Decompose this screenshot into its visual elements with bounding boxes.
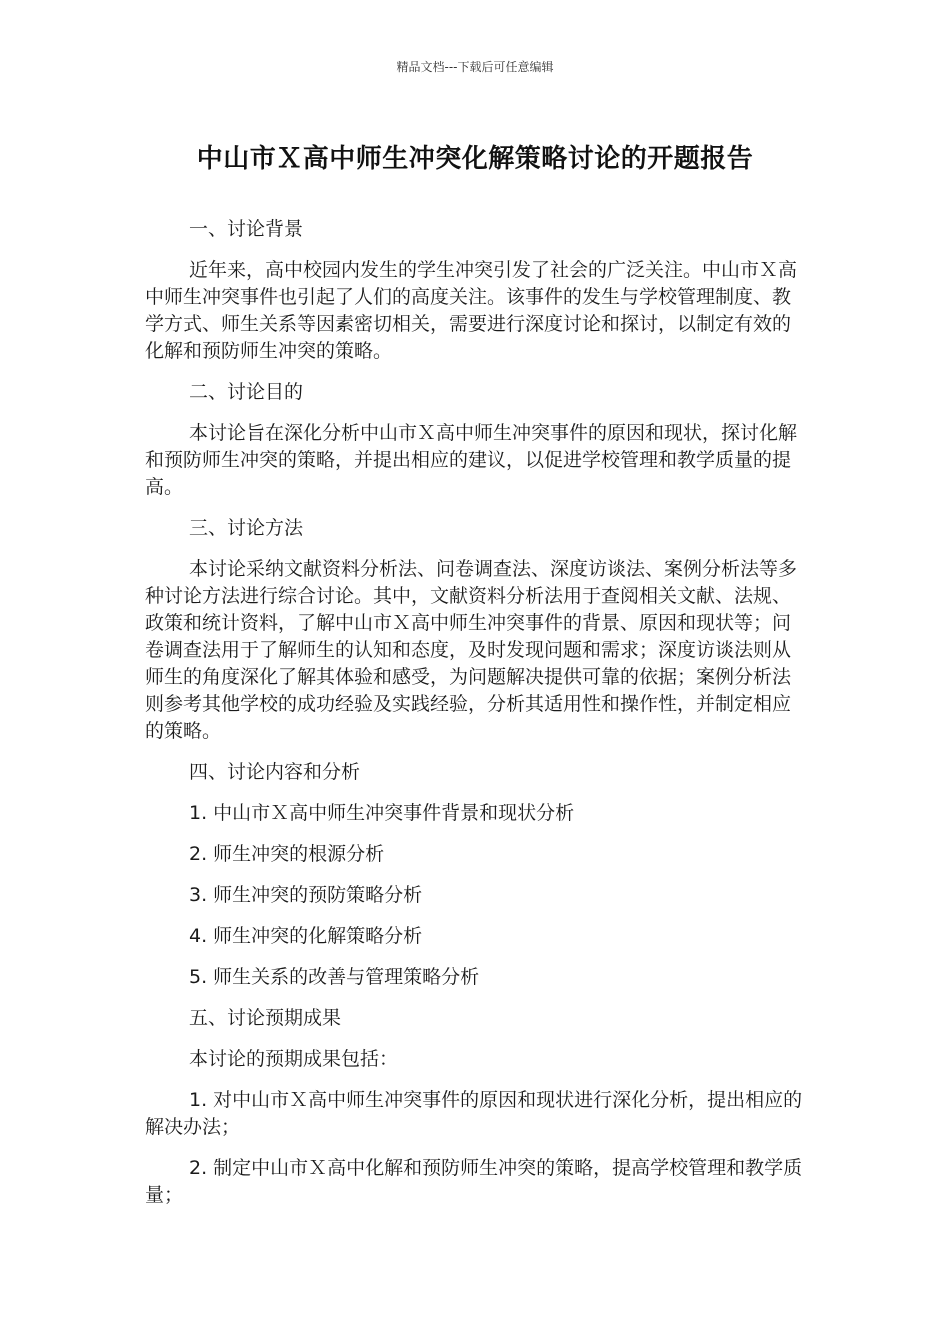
section-paragraph-purpose: 本讨论旨在深化分析中山市Ｘ高中师生冲突事件的原因和现状，探讨化解和预防师生冲突的策略，并提出相应的建议，以促进学校管理和教学质量的提高。	[145, 422, 798, 498]
list-item: 3. 师生冲突的预防策略分析	[189, 884, 423, 906]
list-item: 1. 中山市Ｘ高中师生冲突事件背景和现状分析	[189, 802, 575, 824]
list-item: 1. 对中山市Ｘ高中师生冲突事件的原因和现状进行深化分析，提出相应的解决办法；	[145, 1089, 803, 1138]
section-heading-purpose: 二、讨论目的	[189, 381, 304, 403]
list-item: 2. 制定中山市Ｘ高中化解和预防师生冲突的策略，提高学校管理和教学质量；	[145, 1157, 803, 1206]
list-item: 4. 师生冲突的化解策略分析	[189, 925, 423, 947]
section-heading-outcomes: 五、讨论预期成果	[189, 1007, 342, 1029]
section-heading-background: 一、讨论背景	[189, 218, 304, 240]
section-paragraph-method: 本讨论采纳文献资料分析法、问卷调查法、深度访谈法、案例分析法等多种讨论方法进行综合讨论。其中，文献资料分析法用于查阅相关文献、法规、政策和统计资料，了解中山市Ｘ高中师生冲突事件的背景、原因和现状等；问卷调查法用于了解师生的认知和态度，及时发现问题和需求；深度访谈法则从师生的角度深化了解其体验和感受，为问题解决提供可靠的依据；案例分析法则参考其他学校的成功经验及实践经验，分析其适用性和操作性，并制定相应的策略。	[145, 558, 798, 742]
document-body	[145, 216, 805, 1223]
section-heading-content: 四、讨论内容和分析	[189, 761, 361, 783]
header-note: 精品文档---下载后可任意编辑	[396, 60, 554, 74]
section-paragraph-background: 近年来，高中校园内发生的学生冲突引发了社会的广泛关注。中山市Ｘ高中师生冲突事件也引起了人们的高度关注。该事件的发生与学校管理制度、教学方式、师生关系等因素密切相关，需要进行深度讨论和探讨，以制定有效的化解和预防师生冲突的策略。	[145, 259, 798, 362]
document-title: 中山市Ｘ高中师生冲突化解策略讨论的开题报告	[196, 144, 754, 174]
section-heading-method: 三、讨论方法	[189, 517, 304, 539]
section-intro-outcomes: 本讨论的预期成果包括：	[189, 1048, 399, 1070]
list-item: 5. 师生关系的改善与管理策略分析	[189, 966, 480, 988]
list-item: 2. 师生冲突的根源分析	[189, 843, 385, 865]
